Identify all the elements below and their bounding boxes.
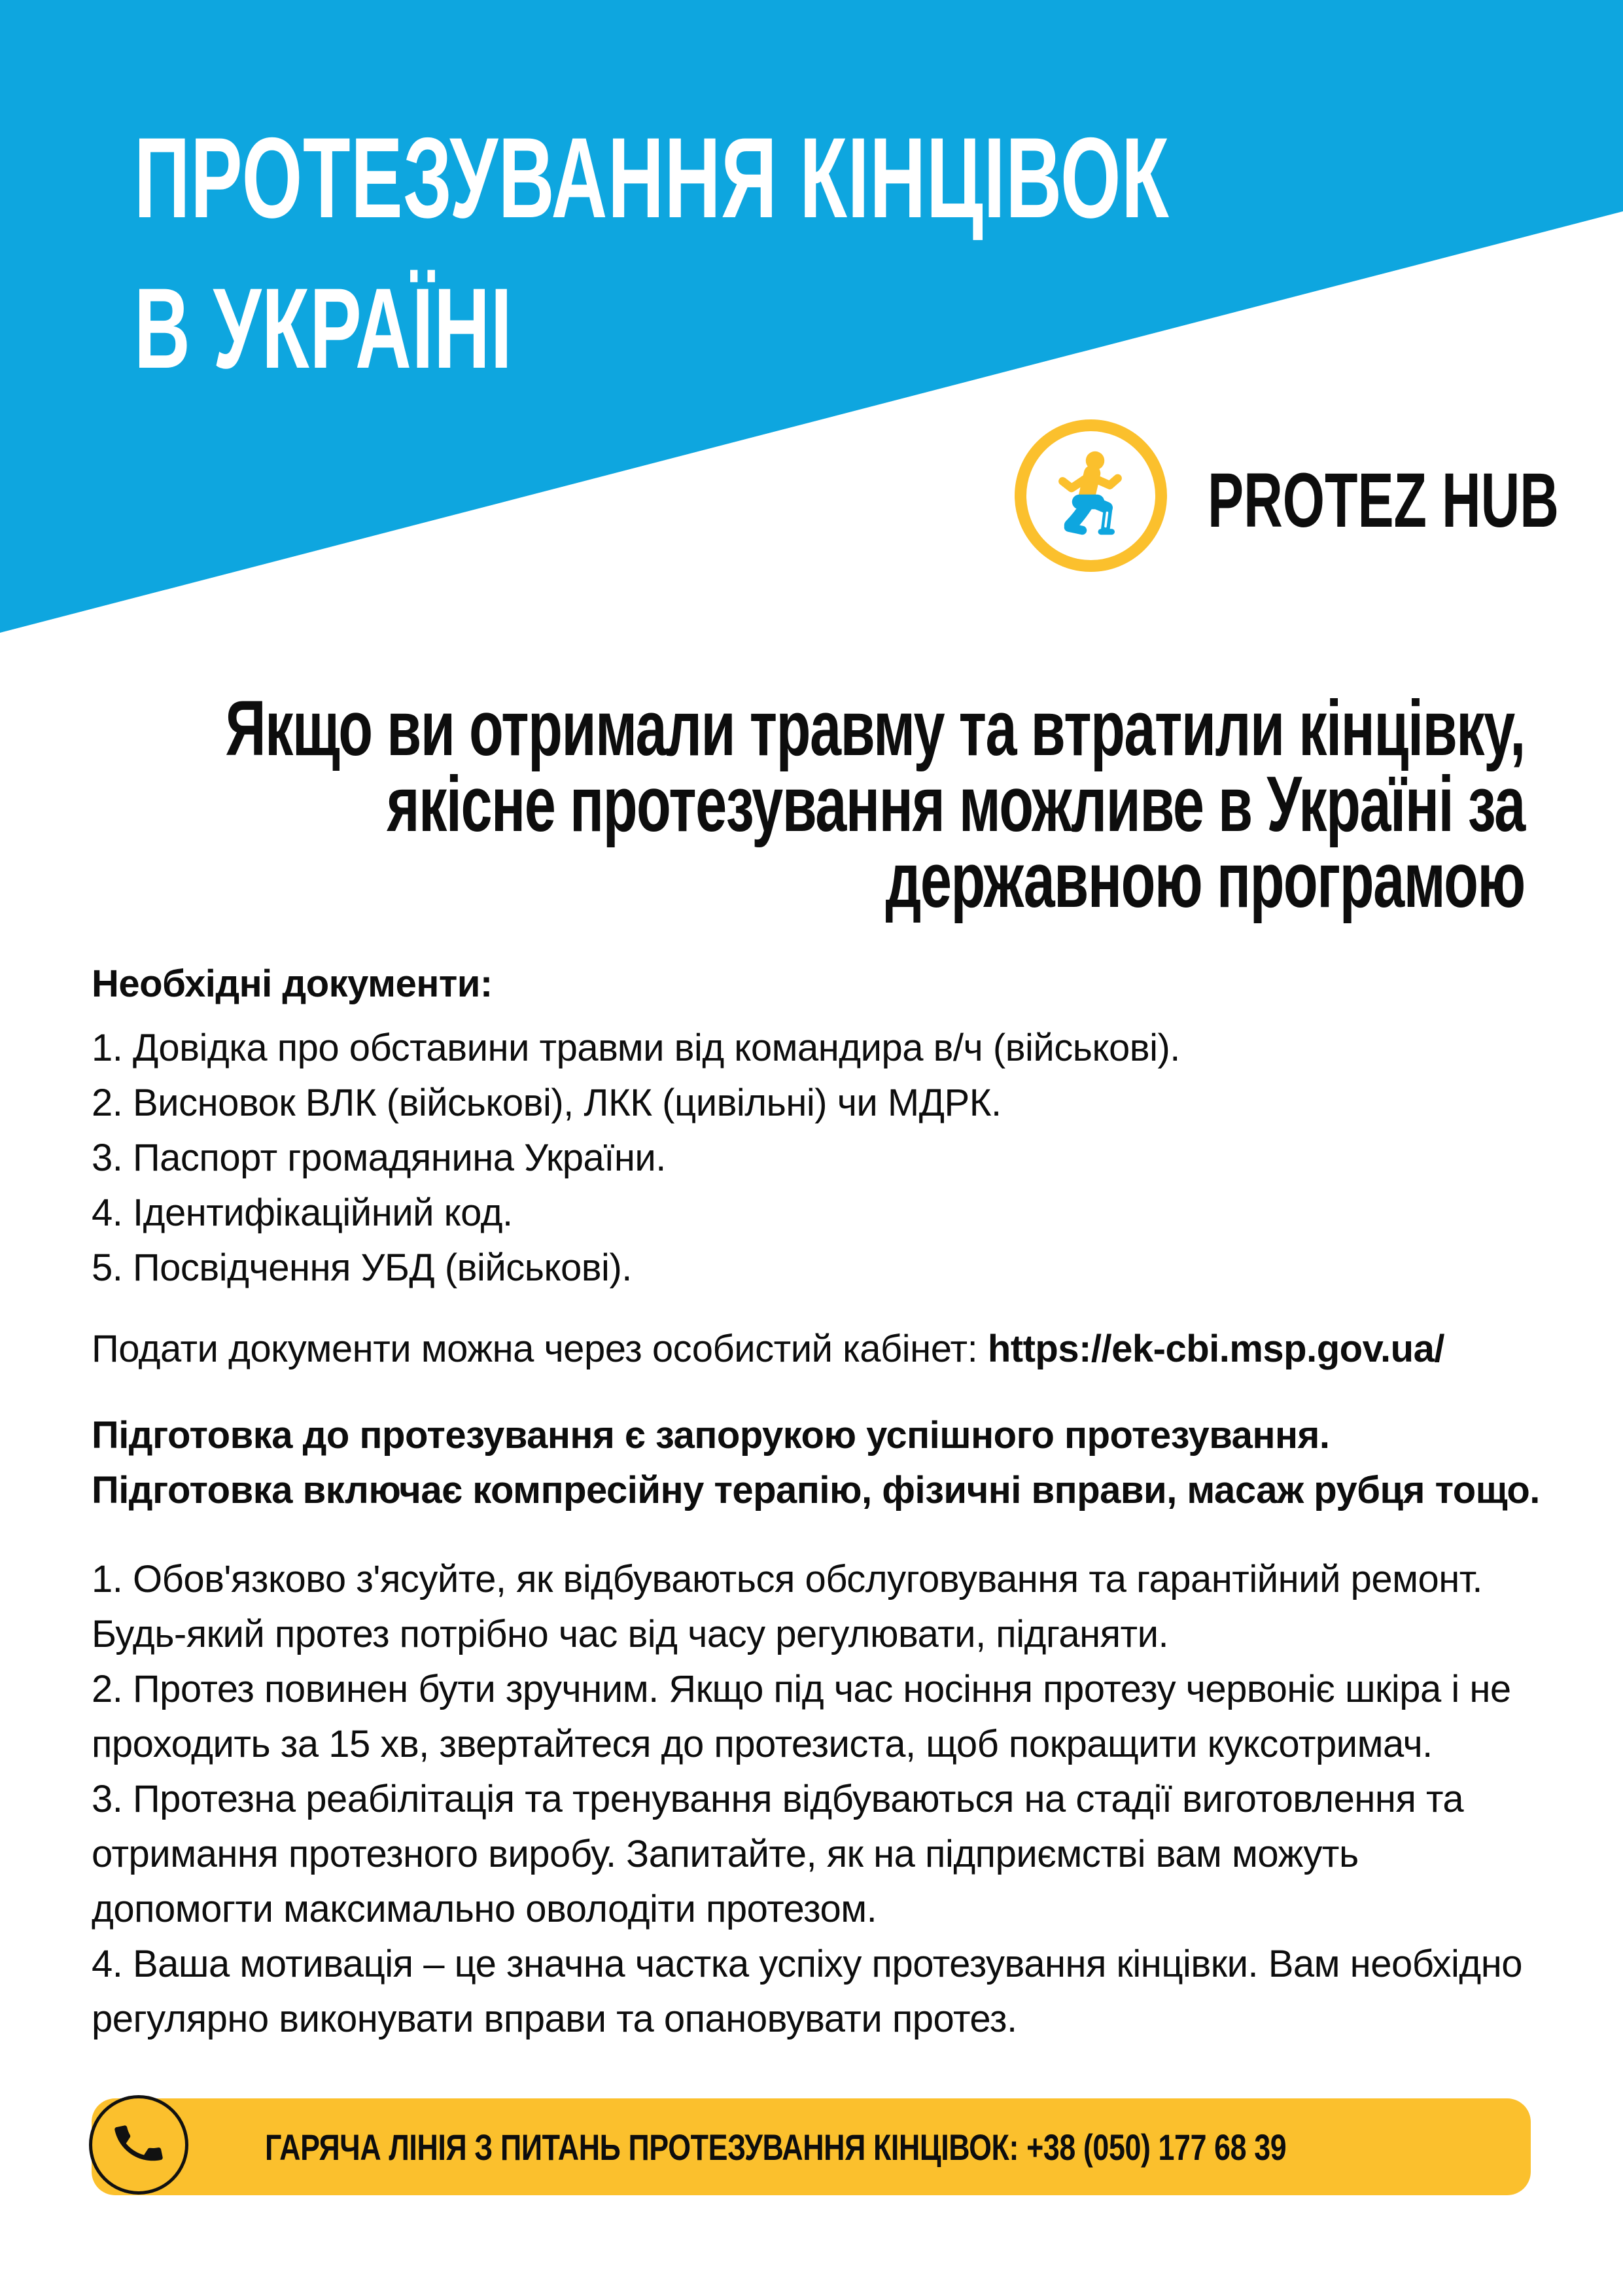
hotline-banner xyxy=(92,2098,1531,2195)
documents-list xyxy=(92,1021,1531,1296)
tip-item: 4. Ваша мотивація – це значна частка успіху протезування кінцівки. Вам необхідно регулярно виконувати вправи та опановувати протез. xyxy=(92,1943,1523,2040)
document-item: 2. Висновок ВЛК (військові), ЛКК (цивільні) чи МДРК. xyxy=(92,1082,1002,1124)
documents-heading: Необхідні документи: xyxy=(92,963,493,1005)
headline-line3: державною програмою xyxy=(885,836,1525,924)
page-title-line2: В УКРАЇНІ xyxy=(134,265,513,393)
document-item: 5. Посвідчення УБД (військові). xyxy=(92,1246,632,1289)
brand-name: PROTEZ HUB xyxy=(1208,457,1559,544)
hotline-text xyxy=(265,2126,1286,2168)
hotline-phone-badge xyxy=(89,2095,188,2195)
body-content xyxy=(92,957,1540,2047)
document-item: 3. Паспорт громадянина України. xyxy=(92,1137,666,1179)
phone-icon xyxy=(111,2116,166,2174)
tip-item: 3. Протезна реабілітація та тренування відбуваються на стадії виготовлення та отримання протезного виробу. Запитайте, як на підприємстві вам можуть допомогти максимально оволодіти протезом. xyxy=(92,1778,1464,1930)
preparation-line2: Підготовка включає компресійну терапію, фізичні вправи, масаж рубця тощо. xyxy=(92,1469,1540,1511)
preparation-note xyxy=(92,1408,1540,1518)
hotline-phone: +38 (050) 177 68 39 xyxy=(1026,2126,1287,2168)
page-title-line1: ПРОТЕЗУВАННЯ КІНЦІВОК xyxy=(134,115,1170,242)
tip-item: 2. Протез повинен бути зручним. Якщо під час носіння протезу червоніє шкіра і не проходить за 15 хв, звертайтеся до протезиста, щоб покращити куксотримач. xyxy=(92,1668,1511,1765)
preparation-line1: Підготовка до протезування є запорукою успішного протезування. xyxy=(92,1414,1330,1457)
hotline-label: ГАРЯЧА ЛІНІЯ З ПИТАНЬ ПРОТЕЗУВАННЯ КІНЦІВОК: xyxy=(265,2126,1019,2168)
submit-line xyxy=(92,1322,1531,1377)
submit-text: Подати документи можна через особистий кабінет: xyxy=(92,1328,978,1370)
submit-link[interactable]: https://ek-cbi.msp.gov.ua/ xyxy=(987,1328,1444,1370)
page-title xyxy=(134,103,1169,404)
tips-list xyxy=(92,1552,1531,2047)
tip-item: 1. Обов'язково з'ясуйте, як відбуваються обслуговування та гарантійний ремонт. Будь-який протез потрібно час від часу регулювати, підганяти. xyxy=(92,1558,1483,1655)
headline-line1: Якщо ви отримали травму та втратили кінцівку, xyxy=(225,684,1525,772)
headline xyxy=(225,684,1525,924)
document-item: 1. Довідка про обставини травми від командира в/ч (військові). xyxy=(92,1027,1180,1069)
runner-prosthetic-leg-icon xyxy=(1042,445,1140,546)
document-item: 4. Ідентифікаційний код. xyxy=(92,1192,513,1234)
headline-line2: якісне протезування можливе в Україні за xyxy=(387,760,1525,848)
brand-logo xyxy=(1015,419,1167,572)
